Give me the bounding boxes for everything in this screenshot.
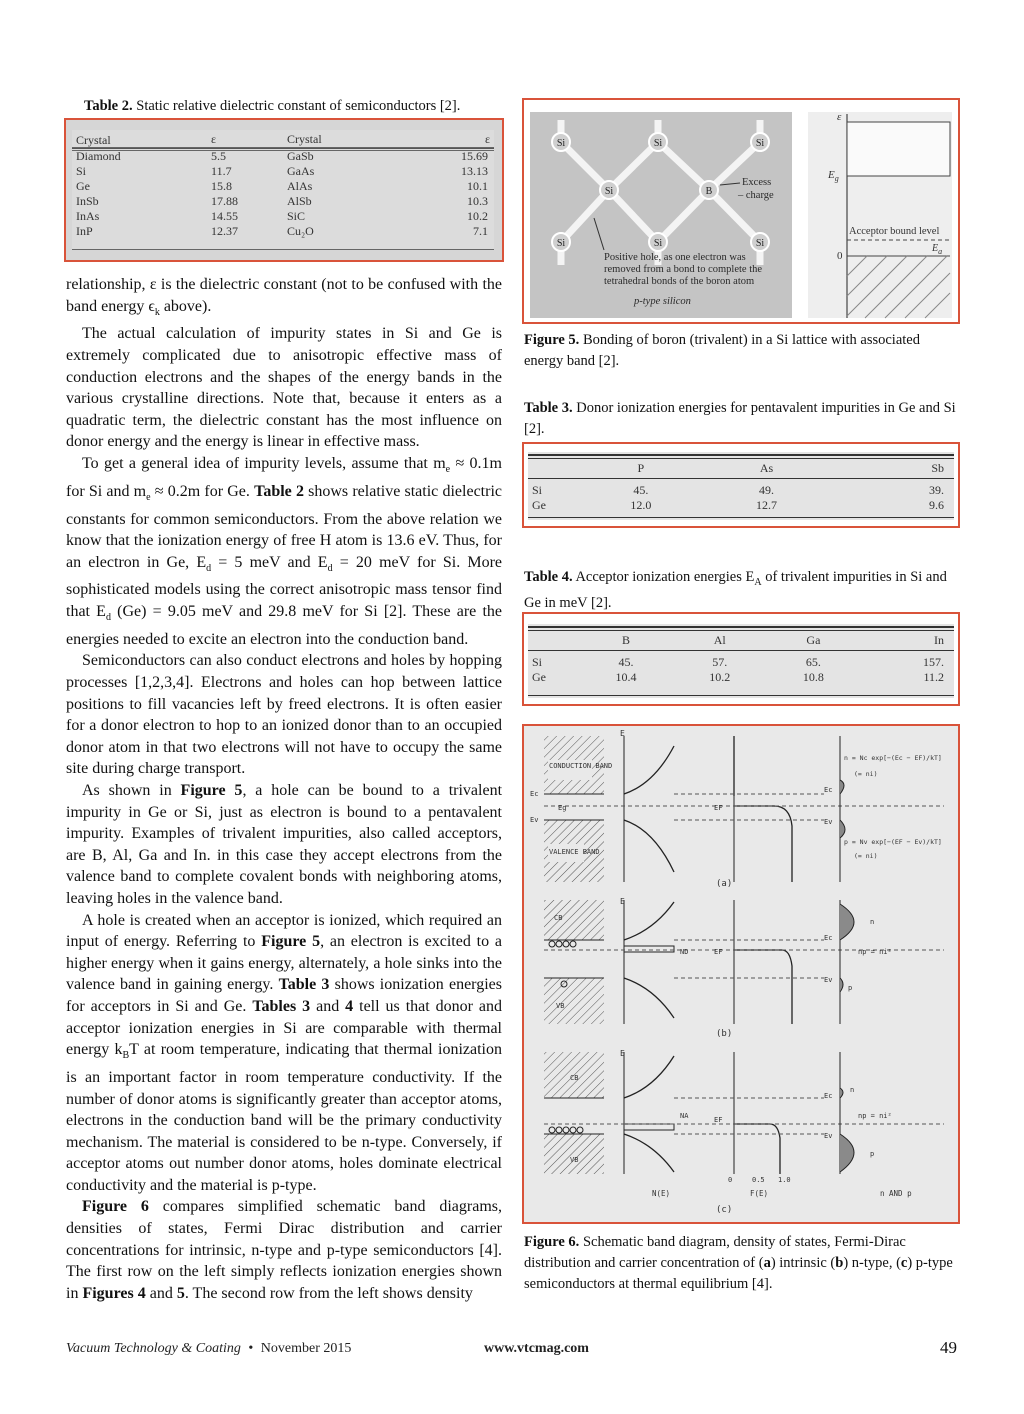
zero-label: 0 xyxy=(837,250,843,262)
table2-header: ε xyxy=(484,131,490,146)
table2-caption-text: Static relative dielectric constant of semiconductors [2]. xyxy=(136,98,461,114)
p-label: p xyxy=(848,984,853,992)
panel-a-label: (a) xyxy=(716,879,733,889)
hole-note: Positive hole, as one electron was xyxy=(604,252,746,263)
ev-label-right: Ev xyxy=(824,818,833,826)
table2-cell: 11.7 xyxy=(211,164,232,178)
table3-cell: 12.7 xyxy=(756,498,778,512)
n-label: n xyxy=(850,1086,855,1094)
figure6-frame xyxy=(522,724,960,1224)
table4-header: Ga xyxy=(806,633,821,647)
table2-cell: 13.13 xyxy=(461,164,488,178)
figure6-caption: Figure 6. Schematic band diagram, density of states, Fermi-Dirac distribution and carrier concentration of (a) intrinsic (b) n-type, (c) p-type semiconductors at thermal equilibrium [4]. xyxy=(524,1234,953,1292)
paragraph: Figure 6 compares simplified schematic band diagrams, densities of states, Fermi Dirac distribution and carrier concentrations for intrinsic, n-type and p-type semiconductors [4]. The first row on the left simply reflects ionization energies shown in Figures 4 and 5. The second row from the left shows density xyxy=(66,1198,502,1302)
ev-label-right: Ev xyxy=(824,1132,833,1140)
e-axis-label: E xyxy=(620,1049,625,1058)
table2-rule xyxy=(72,150,494,151)
na-label: NA xyxy=(680,1112,689,1120)
table4-scan xyxy=(528,624,954,698)
nd-label: ND xyxy=(680,948,689,956)
table2-cell: 5.5 xyxy=(211,149,227,163)
figure5-frame xyxy=(522,98,960,324)
table2-cell: Cu₂O xyxy=(286,224,314,238)
tick-05: 0.5 xyxy=(752,1176,765,1184)
table2-scan xyxy=(72,130,494,250)
table4-cell: 11.2 xyxy=(923,670,944,684)
tick-10: 1.0 xyxy=(778,1176,791,1184)
table2-cell: GaSb xyxy=(286,149,314,163)
table4-header: B xyxy=(621,633,630,647)
table2-cell: InAs xyxy=(76,209,100,223)
table3-row xyxy=(528,498,954,513)
eg-label: $E_g$ xyxy=(828,169,839,183)
table4-cell: 45. xyxy=(618,655,634,669)
table4-frame xyxy=(522,612,960,706)
vb-hatch xyxy=(544,978,604,1024)
panel-b-label: (b) xyxy=(716,1029,733,1039)
table2-caption-label: Table 2. xyxy=(84,98,133,114)
np-label: np = ni² xyxy=(858,1112,892,1120)
table2-cell: Diamond xyxy=(76,149,121,163)
ef-label: EF xyxy=(714,1116,723,1124)
conduction-band-label: CONDUCTION BAND xyxy=(549,762,613,770)
table3-header: Sb xyxy=(931,461,944,475)
table4-cell: 57. xyxy=(712,655,728,669)
table4-header: Al xyxy=(713,633,726,647)
table2-cell: 15.69 xyxy=(461,149,488,163)
table3-scan xyxy=(528,452,954,520)
atom-label: Si xyxy=(653,238,663,249)
x-label-fe: F(E) xyxy=(750,1189,769,1198)
ni-label: (= ni) xyxy=(854,770,878,778)
table3-body xyxy=(528,483,954,513)
table3-cell: 49. xyxy=(759,483,775,497)
table2-cell: GaAs xyxy=(286,164,315,178)
table2-header: Crystal xyxy=(76,133,111,147)
table2-cell: InP xyxy=(76,224,93,238)
energy-axis-label: ε xyxy=(837,111,842,123)
table2-cell: 7.1 xyxy=(473,224,488,238)
atom-label: Si xyxy=(653,138,663,149)
p-formula: p = Nv exp[−(EF − Ev)/kT] xyxy=(844,838,942,846)
paragraph: The actual calculation of impurity states in Si and Ge is extremely complicated due to anisotropic effective mass of conduction electrons and the shapes of the energy bands in the various crystalline directions. Note that, because it enters as a quadratic term, the dielectric constant has the most influence on donor energy and the energy is linear in effective mass. xyxy=(66,325,502,451)
n-label: n xyxy=(870,918,875,926)
cb-label: CB xyxy=(554,914,563,922)
table4-row xyxy=(528,655,954,670)
acceptor-level-label: Acceptor bound level xyxy=(849,226,940,237)
ec-label: Ec xyxy=(530,790,539,798)
tick-0: 0 xyxy=(728,1176,733,1184)
ptype-label: p-type silicon xyxy=(634,296,691,307)
paragraph: As shown in Figure 5, a hole can be bound to a trivalent impurity in Ge or Si, just as electron is bound to a pentavalent impurity. Examples of trivalent impurities, also called acceptors, are B, Al, Ga and In. in this case they accept electrons from the valence band to complete covalent bonds with neighboring atoms, leaving holes in the valence band. xyxy=(66,782,503,907)
table3-cell: 39. xyxy=(929,483,944,497)
p-label: p xyxy=(870,1150,875,1158)
table3-caption: Table 3. Donor ionization energies for pentavalent impurities in Ge and Si [2]. xyxy=(524,400,956,437)
table3-row xyxy=(528,483,954,498)
x-label-ne: N(E) xyxy=(652,1189,671,1198)
table2-cell: 15.8 xyxy=(211,179,233,193)
n-formula: n = Nc exp[−(Ec − EF)/kT] xyxy=(844,754,942,762)
figure6-image xyxy=(524,726,958,1222)
body-text-column xyxy=(66,274,502,1304)
table2-rule xyxy=(72,249,494,250)
table2-cell: 14.55 xyxy=(211,209,239,223)
table4-cell: 157. xyxy=(923,655,944,669)
table2-cell: 10.3 xyxy=(467,194,488,208)
hole-note: tetrahedral bonds of the boron atom xyxy=(604,276,755,287)
table4-body xyxy=(528,655,954,685)
table3-header-row xyxy=(528,461,954,476)
table2-cell: Si xyxy=(76,164,87,178)
valence-band-label: VALENCE BAND xyxy=(549,848,600,856)
paragraph: relationship, ε is the dielectric constant (not to be confused with the band energy $\epsilon_k$ above). xyxy=(66,276,502,318)
table2-cell: AlAs xyxy=(286,179,313,193)
table4-cell: Ge xyxy=(532,670,546,684)
footer-url[interactable]: www.vtcmag.com xyxy=(484,1341,589,1356)
table2-cell: SiC xyxy=(286,209,305,223)
table4 xyxy=(528,633,954,648)
figure5-image xyxy=(524,100,958,322)
figure5-caption: Figure 5. Bonding of boron (trivalent) in a Si lattice with associated energy band [2]. xyxy=(524,332,920,369)
panel-c-label: (c) xyxy=(716,1205,733,1215)
table4-cell: 65. xyxy=(805,655,821,669)
cb-label: CB xyxy=(570,1074,579,1082)
table4-cell: 10.4 xyxy=(615,670,637,684)
table2-row xyxy=(72,224,494,239)
ev-label-right: Ev xyxy=(824,976,833,984)
vb-hatch xyxy=(544,1134,604,1174)
paragraph: Semiconductors can also conduct electrons and holes by hopping processes [1,2,3,4]. Electrons and holes can hop between lattice positions to fill vacancies left by freed electrons. It is often easier for a donor electron to hop to an ionized donor than to an occupied donor atom in that two electrons will not have to occupy the same site during charge transport. xyxy=(66,652,502,778)
ef-label: EF xyxy=(714,804,723,812)
np-label: np = ni² xyxy=(858,948,892,956)
table4-header: In xyxy=(934,633,944,647)
table3-cell: 45. xyxy=(633,483,649,497)
table4-row xyxy=(528,670,954,685)
e-axis-label: E xyxy=(620,897,625,906)
cb-hatch xyxy=(544,900,604,940)
table3-header: As xyxy=(759,461,774,475)
table2-frame xyxy=(64,118,504,262)
vb-label: VB xyxy=(556,1002,565,1010)
atom-label: Si xyxy=(755,238,765,249)
table3-cell: Si xyxy=(532,483,543,497)
table2-cell: 10.2 xyxy=(467,209,488,223)
table4-cell: Si xyxy=(532,655,543,669)
ec-label-right: Ec xyxy=(824,934,833,942)
atom-label: Si xyxy=(604,186,614,197)
ec-label-right: Ec xyxy=(824,786,833,794)
atom-label: B xyxy=(705,186,713,197)
excess-label: Excess xyxy=(742,177,772,188)
table2-header: ε xyxy=(211,131,217,146)
table2-cell: AlSb xyxy=(286,194,312,208)
table3 xyxy=(528,461,954,476)
conduction-band-block xyxy=(847,122,950,176)
table4-cell: 10.2 xyxy=(709,670,731,684)
table2-rule xyxy=(72,147,494,148)
ea-label: $E_a$ xyxy=(932,243,943,256)
table2-row xyxy=(72,164,494,179)
atom-label: Si xyxy=(556,238,566,249)
table2-row xyxy=(72,179,494,194)
footer-journal: Vacuum Technology & Coating • November 2015 xyxy=(66,1341,352,1356)
ef-label: EF xyxy=(714,948,723,956)
table3-cell: 12.0 xyxy=(630,498,652,512)
paragraph: A hole is created when an acceptor is ionized, which required an input of energy. Referring to Figure 5, an electron is excited to a higher energy when it gains energy, alternately, a hole sinks into the valence band in gaining energy. Table 3 shows ionization energies for acceptors in Si and Ge. Tables 3 and 4 tell us that donor and acceptor ionization energies in Si are comparable with thermal energy $k_BT$ at room temperature, indicating that thermal ionization is an important factor in room temperature conductivity. If the number of donor atoms is significantly greater than acceptor atoms, electrons in the conduction band will be the primary conductivity mechanism. The material is considered to be n-type. Conversely, if acceptor atoms out number donor atoms, holes dominate electrical conductivity and the material is p-type. xyxy=(66,911,503,1194)
atom-label: Si xyxy=(556,138,566,149)
eg-label: Eg xyxy=(558,804,567,812)
atom-label: Si xyxy=(755,138,765,149)
table2-header-row xyxy=(72,130,494,149)
hole-note: removed from a bond to complete the xyxy=(604,264,763,275)
table4-cell: 10.8 xyxy=(802,670,824,684)
charge-label: – charge xyxy=(738,190,774,201)
table3-cell: 9.6 xyxy=(929,498,944,512)
table2-cell: 17.88 xyxy=(211,194,239,208)
ev-label: Ev xyxy=(530,816,539,824)
table3-cell: Ge xyxy=(532,498,546,512)
table2-cell: Ge xyxy=(76,179,90,193)
table2-header: Crystal xyxy=(286,131,322,146)
x-label-np: n AND p xyxy=(880,1189,912,1198)
table2-caption xyxy=(84,96,504,117)
paragraph: To get a general idea of impurity levels, assume that $m_e \approx 0.1m$ for Si and $m_e \approx 0.2m$ for Ge. Table 2 shows relative static dielectric constants for common semiconductors. From the above relation we know that the ionization energy of free H atom is 13.6 eV. Thus, for an electron in Ge, $E_d = 5$ meV and $E_d = 20$ meV for Si. More sophisticated models using the correct anisotropic mass tensor find that $E_d$ (Ge) = 9.05 meV and 29.8 meV for Si [2]. These are the energies needed to excite an electron into the conduction band. xyxy=(66,454,502,648)
ec-label-right: Ec xyxy=(824,1092,833,1100)
e-axis-label: E xyxy=(620,729,625,738)
table2-cell: 10.1 xyxy=(467,179,488,193)
table2-row xyxy=(72,194,494,209)
ni-label: (= ni) xyxy=(854,852,878,860)
table2-cell: 12.37 xyxy=(211,224,239,238)
vb-label: VB xyxy=(570,1156,579,1164)
table3-header: P xyxy=(637,461,645,475)
table3-frame xyxy=(522,442,960,528)
table4-caption: Table 4. Acceptor ionization energies $E_A$ of trivalent impurities in Si and Ge in meV [2]. xyxy=(524,569,947,611)
page-number: 49 xyxy=(940,1338,957,1357)
table2-cell: InSb xyxy=(76,194,99,208)
table2-row xyxy=(72,209,494,224)
table4-header-row xyxy=(528,633,954,648)
